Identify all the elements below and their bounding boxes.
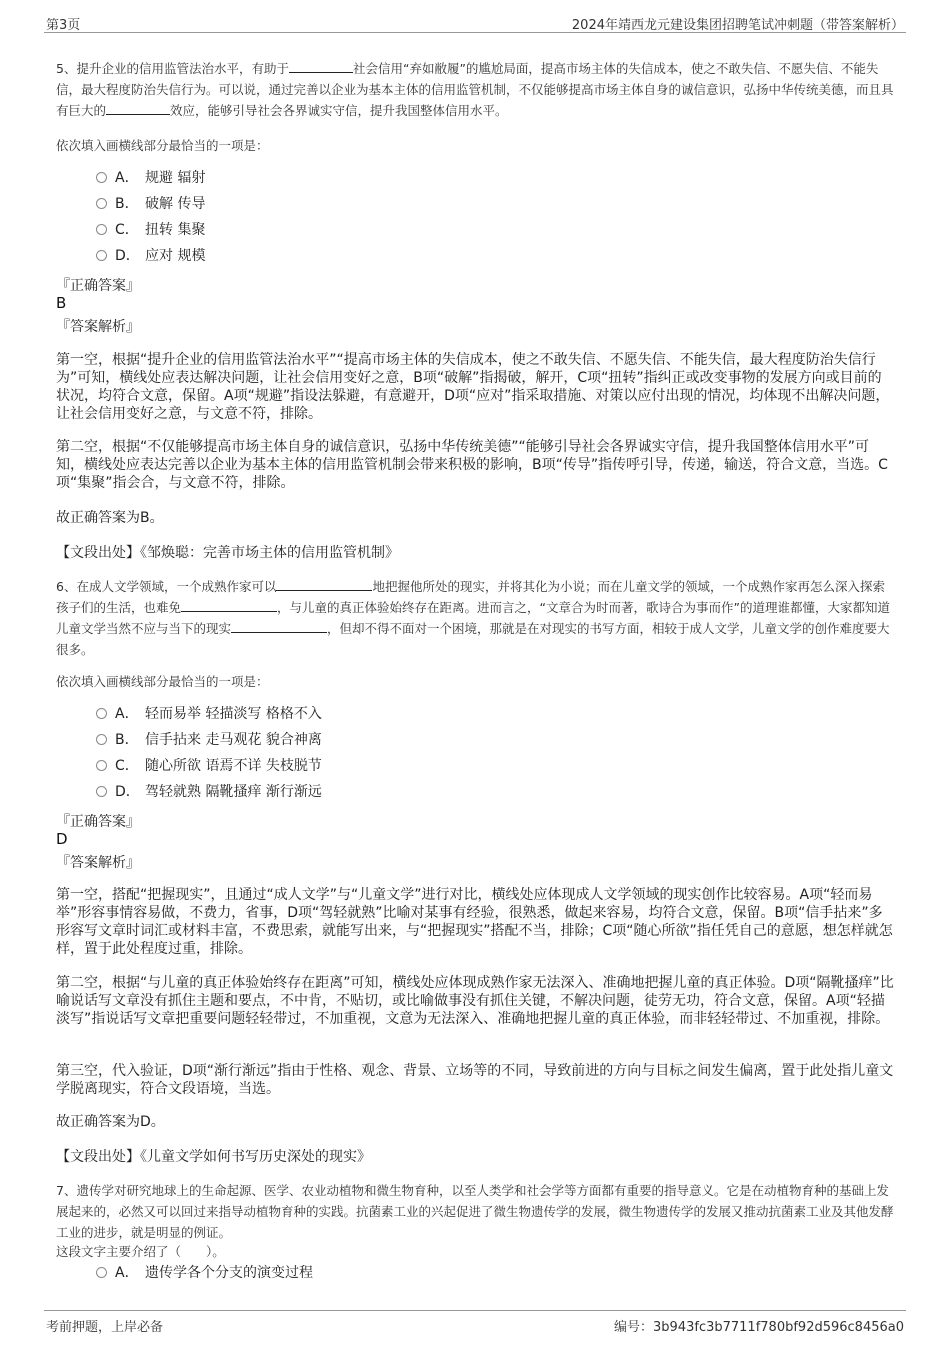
q5-source: 【文段出处】《邹焕聪：完善市场主体的信用监管机制》 xyxy=(56,545,399,561)
q5-option-c[interactable] xyxy=(96,219,205,241)
fill-blank xyxy=(181,597,277,612)
q6-answer-label: 『正确答案』 xyxy=(56,814,140,830)
radio-icon[interactable] xyxy=(96,760,107,771)
page-number: 第3页 xyxy=(46,18,81,33)
page-footer xyxy=(44,1310,906,1333)
fill-blank xyxy=(289,58,353,73)
q6-analysis-label: 『答案解析』 xyxy=(56,855,140,871)
option-key: A． xyxy=(115,170,139,186)
q6-analysis-paragraph: 第三空，代入验证，D项“渐行渐远”指由于性格、观念、背景、立场等的不同，导致前进的方向与目标之间发生偏离，置于此处指儿童文学脱离现实，符合文段语境，当选。 xyxy=(56,1063,894,1097)
q6-option-d[interactable] xyxy=(96,781,322,803)
q5-analysis-paragraph: 第二空，根据“不仅能够提高市场主体自身的诚信意识，弘扬中华传统美德”“能够引导社会各界诚实守信，提升我国整体信用水平”可知，横线处应表达完善以企业为基本主体的信用监管机制会带来积极的影响，B项“传导”指传呼引导，传递，输送，符合文意，当选。C项“集聚”指会合，与文意不符，排除。 xyxy=(56,439,888,491)
option-key: A． xyxy=(115,706,139,722)
question-5-text xyxy=(56,58,894,121)
q6-analysis-paragraph: 第二空，根据“与儿童的真正体验始终存在距离”可知，横线处应体现成熟作家无法深入、准确地把握儿童的真正体验。D项“隔靴搔痒”比喻说话写文章没有抓住主题和要点，不中肯，不贴切，或比喻做事没有抓住关键，不解决问题，徒劳无功，符合文意，保留。A项“轻描淡写”指说话写文章把重要问题轻轻带过，不加重视，文意为无法深入、准确地把握儿童的真正体验，而非轻轻带过、不加重视，排除。 xyxy=(56,975,894,1027)
document-id: 编号：3b943fc3b7711f780bf92d596c8456a0 xyxy=(614,1320,904,1335)
q6-text-part: 6、在成人文学领域，一个成熟作家可以 xyxy=(56,579,277,594)
q6-text-part: ，但却不得不面对一个困境，那就是在对现实的书写方面，相较于成人文学，儿童文学的创作难度要大很多。 xyxy=(56,621,890,657)
fill-blank xyxy=(231,618,327,633)
option-key: C． xyxy=(115,222,139,238)
question-6-prompt: 依次填入画横线部分最恰当的一项是： xyxy=(56,674,269,689)
q5-option-b[interactable] xyxy=(96,193,205,215)
q5-text-part: 社会信用“弃如敝履”的尴尬局面，提高市场主体的失信成本，使之不敢失信、不愿失信、不能失信，最大程度防治失信行为。可以说，通过完善以企业为基本主体的信用监管机制，不仅能够提高市场主体自身的诚信意识，弘扬中华传统美德，而且具有巨大的 xyxy=(56,61,894,118)
radio-icon[interactable] xyxy=(96,734,107,745)
question-6-text xyxy=(56,576,894,660)
radio-icon[interactable] xyxy=(96,1267,107,1278)
option-text: 随心所欲 语焉不详 失枝脱节 xyxy=(145,758,322,774)
page-header xyxy=(44,12,906,33)
option-key: B． xyxy=(115,732,139,748)
option-text: 扭转 集聚 xyxy=(145,222,206,238)
document-title: 2024年靖西龙元建设集团招聘笔试冲刺题（带答案解析） xyxy=(571,18,904,33)
q5-option-a[interactable] xyxy=(96,167,205,189)
q6-source: 【文段出处】《儿童文学如何书写历史深处的现实》 xyxy=(56,1149,371,1165)
option-text: 信手拈来 走马观花 貌合神离 xyxy=(145,732,322,748)
radio-icon[interactable] xyxy=(96,708,107,719)
radio-icon[interactable] xyxy=(96,786,107,797)
q6-answer: D xyxy=(56,830,68,848)
q5-answer-label: 『正确答案』 xyxy=(56,278,140,294)
option-key: D． xyxy=(115,248,140,264)
option-text: 规避 辐射 xyxy=(145,170,206,186)
option-key: D． xyxy=(115,784,140,800)
radio-icon[interactable] xyxy=(96,224,107,235)
q7-option-a[interactable] xyxy=(96,1262,313,1284)
q6-option-c[interactable] xyxy=(96,755,322,777)
radio-icon[interactable] xyxy=(96,172,107,183)
option-key: A． xyxy=(115,1265,139,1281)
fill-blank xyxy=(106,100,170,115)
option-key: B． xyxy=(115,196,139,212)
q5-text-part: 效应，能够引导社会各界诚实守信，提升我国整体信用水平。 xyxy=(170,103,508,118)
question-7-text: 7、遗传学对研究地球上的生命起源、医学、农业动植物和微生物育种，以至人类学和社会学等方面都有重要的指导意义。它是在动植物育种的基础上发展起来的，必然又可以回过来指导动植物育种的实践。抗菌素工业的兴起促进了微生物遗传学的发展，微生物遗传学的发展又推动抗菌素工业及其他发酵工业的进步，就是明显的例证。 xyxy=(56,1183,894,1240)
q5-analysis-label: 『答案解析』 xyxy=(56,319,140,335)
fill-blank xyxy=(276,576,372,591)
radio-icon[interactable] xyxy=(96,250,107,261)
q5-analysis-conclusion: 故正确答案为B。 xyxy=(56,510,164,526)
q5-analysis-paragraph: 第一空，根据“提升企业的信用监管法治水平”“提高市场主体的失信成本，使之不敢失信、不愿失信、不能失信，最大程度防治失信行为”可知，横线处应表达解决问题，让社会信用变好之意，B项“破解”指揭破，解开，C项“扭转”指纠正或改变事物的发展方向或目前的状况，均符合文意，保留。A项“规避”指设法躲避，有意避开，D项“应对”指采取措施、对策以应付出现的情况，均体现不出解决问题，让社会信用变好之意，与文意不符，排除。 xyxy=(56,352,890,422)
option-text: 应对 规模 xyxy=(145,248,206,264)
option-text: 驾轻就熟 隔靴搔痒 渐行渐远 xyxy=(145,784,322,800)
option-text: 轻而易举 轻描淡写 格格不入 xyxy=(145,706,322,722)
q6-option-b[interactable] xyxy=(96,729,322,751)
q6-option-a[interactable] xyxy=(96,703,322,725)
option-text: 破解 传导 xyxy=(145,196,206,212)
question-7-prompt: 这段文字主要介绍了（ ）。 xyxy=(56,1244,225,1259)
q5-text-part: 5、提升企业的信用监管法治水平，有助于 xyxy=(56,61,289,76)
footer-slogan: 考前押题，上岸必备 xyxy=(46,1320,164,1335)
q5-answer: B xyxy=(56,294,67,312)
option-text: 遗传学各个分支的演变过程 xyxy=(145,1265,313,1281)
q6-analysis-conclusion: 故正确答案为D。 xyxy=(56,1114,165,1130)
radio-icon[interactable] xyxy=(96,198,107,209)
question-5-prompt: 依次填入画横线部分最恰当的一项是： xyxy=(56,138,269,153)
q6-text-part: ，与儿童的真正体验始终存在距离。进而言之，“文章合为时而著，歌诗合为事而作”的道理谁都懂，大家都知道儿童文学当然不应与当下的现实 xyxy=(56,600,890,636)
q5-option-d[interactable] xyxy=(96,245,205,267)
q6-analysis-paragraph: 第一空，搭配“把握现实”，且通过“成人文学”与“儿童文学”进行对比，横线处应体现成人文学领域的现实创作比较容易。A项“轻而易举”形容事情容易做，不费力，省事，D项“驾轻就熟”比喻对某事有经验，很熟悉，做起来容易，均符合文意，保留。B项“信手拈来”多形容写文章时词汇或材料丰富，不费思索，就能写出来，与“把握现实”搭配不当，排除；C项“随心所欲”指任凭自己的意愿，想怎样就怎样，置于此处程度过重，排除。 xyxy=(56,887,893,957)
q6-text-part: 地把握他所处的现实，并将其化为小说；而在儿童文学的领域，一个成熟作家再怎么深入探索孩子们的生活，也难免 xyxy=(56,579,885,615)
option-key: C． xyxy=(115,758,139,774)
